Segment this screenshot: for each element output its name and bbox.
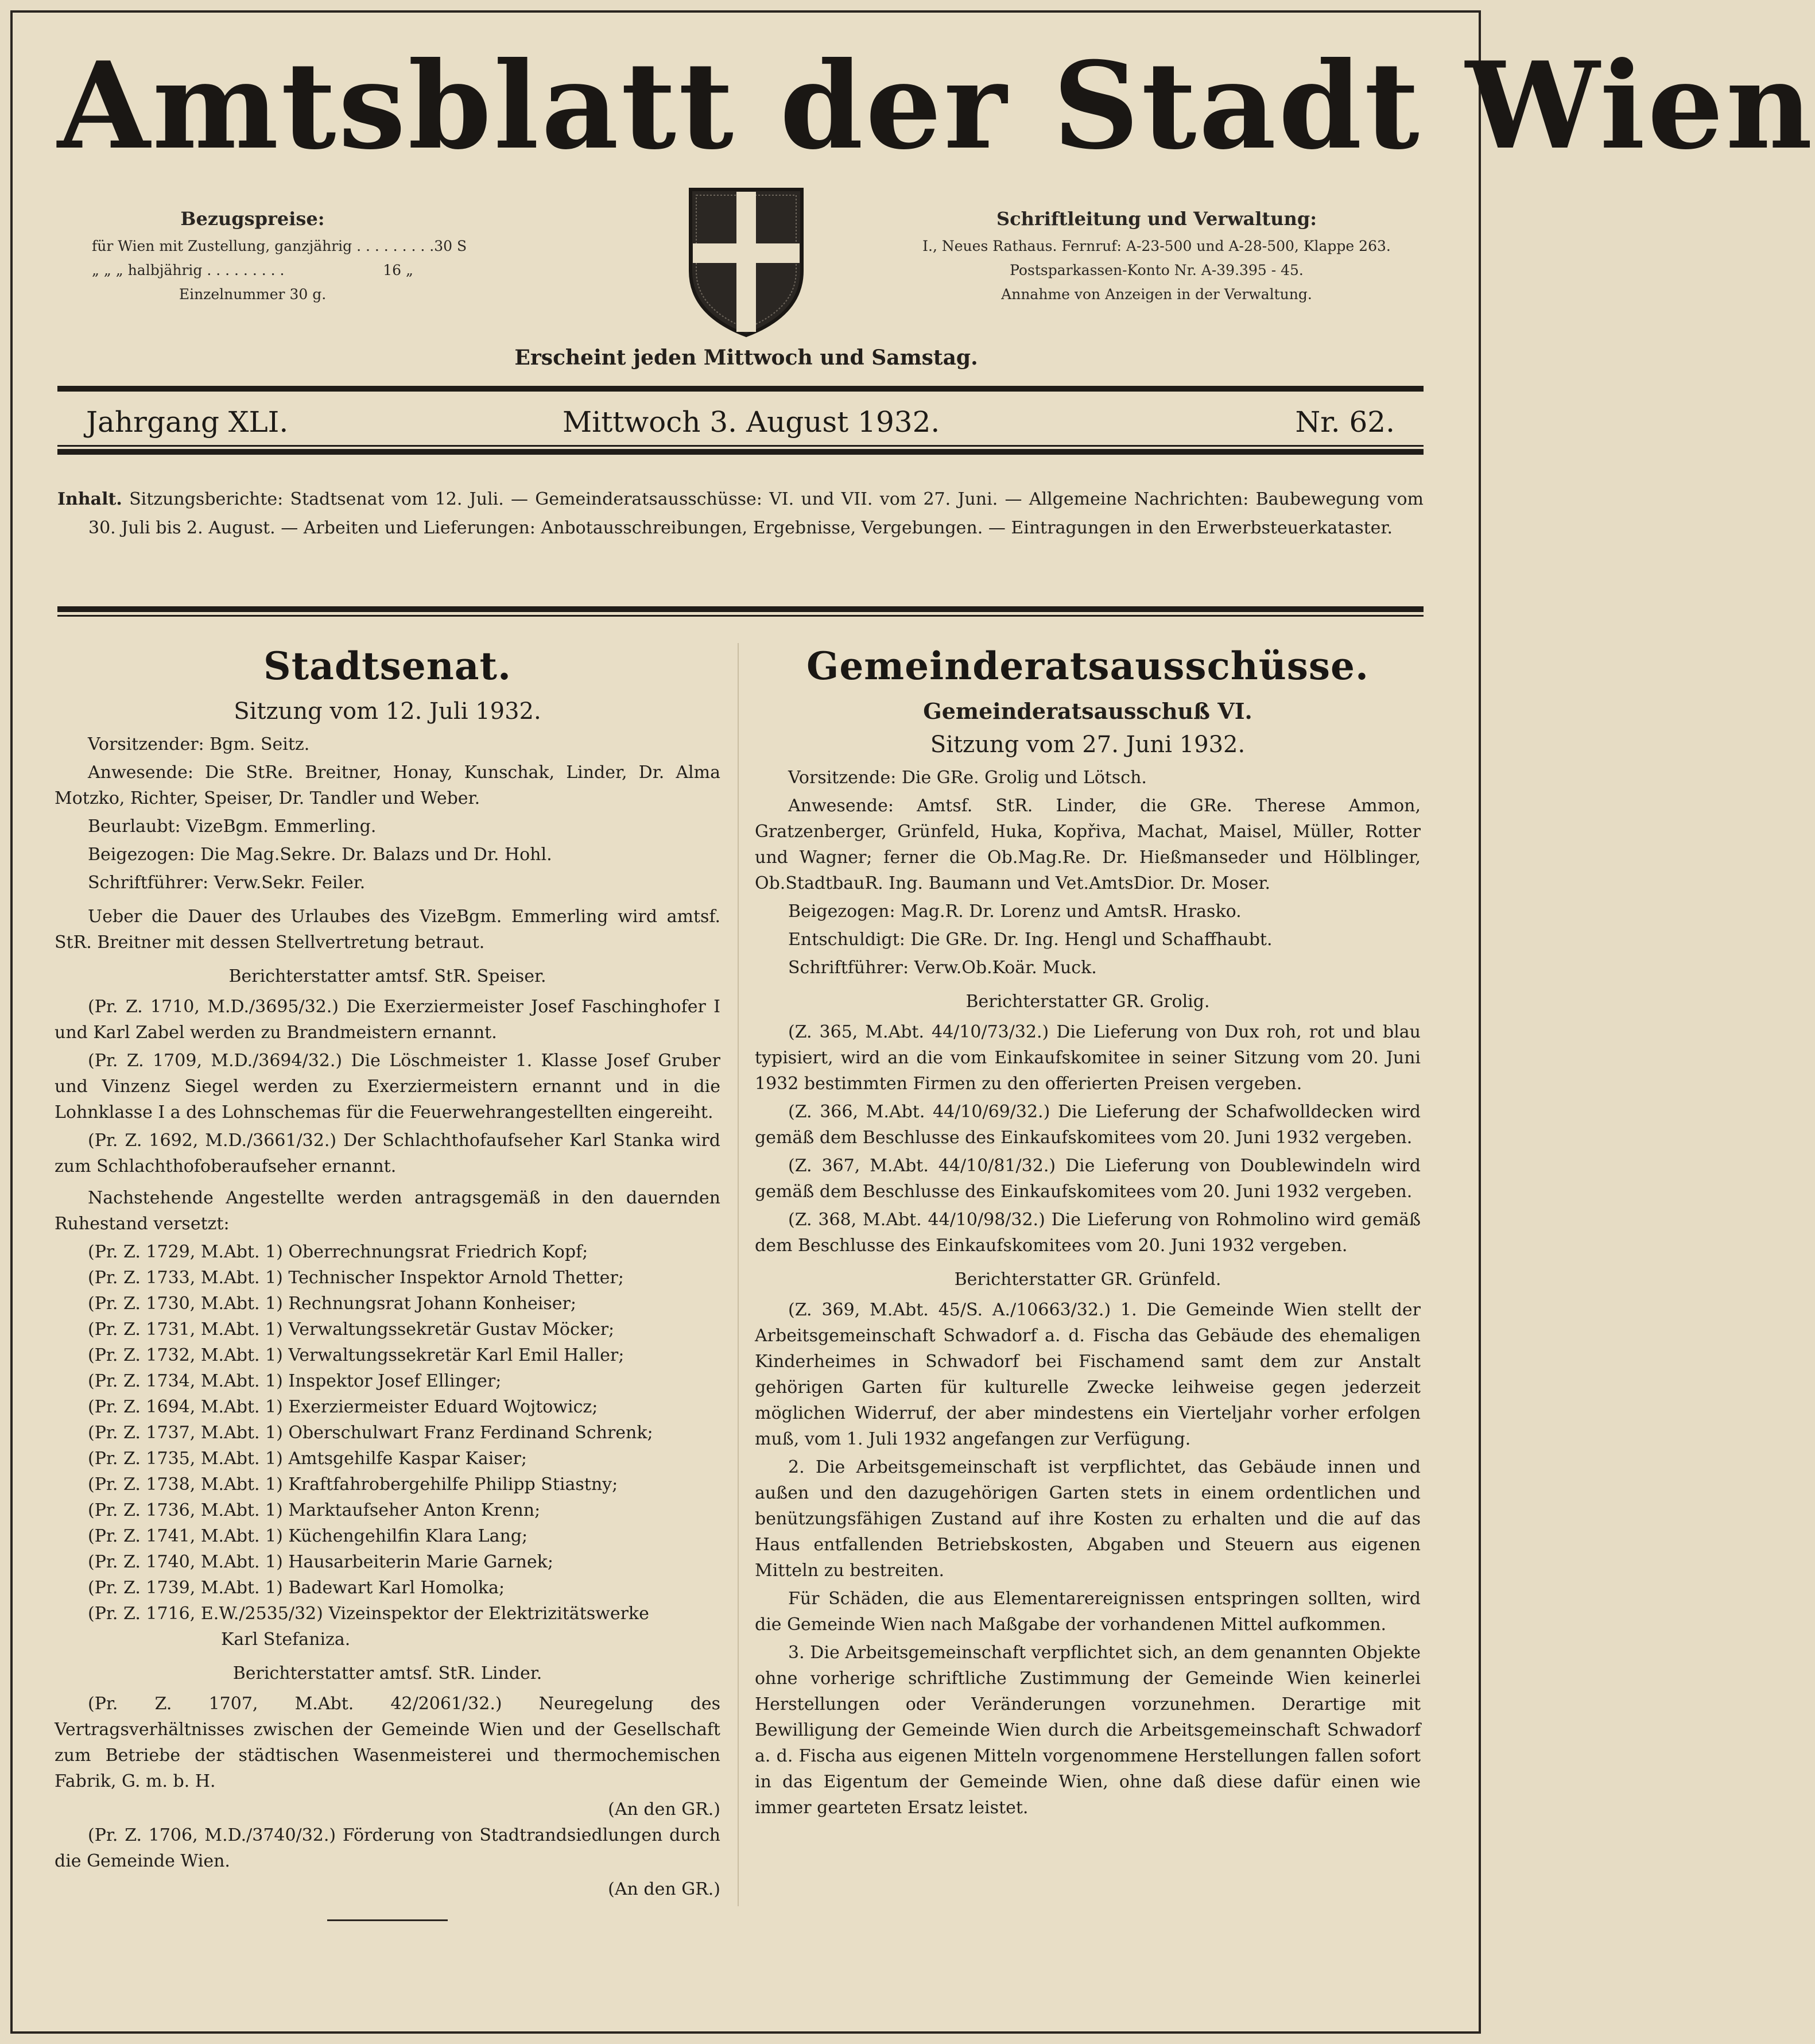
list-item: (Pr. Z. 1707, M.Abt. 42/2061/32.) Neuregelung des Vertragsverhältnisses zwischen der Gemeinde Wien und der Gesellschaft zum Betriebe der städtischen Wasenmeisterei und thermochemischen Fabrik, G. m. b. H. [55,1694,720,1791]
secretary: Schriftführer: Verw.Sekr. Feiler. [88,873,366,893]
list-item: (Pr. Z. 1710, M.D./3695/32.) Die Exerziermeister Josef Faschinghofer I und Karl Zabel werden zu Brandmeistern ernannt. [55,997,720,1043]
section-title: Stadtsenat. [263,644,511,688]
price-value: 30 S [434,238,467,254]
retiree-row: (Pr. Z. 1730, M.Abt. 1) Rechnungsrat Johann Konheiser; [88,1294,576,1314]
session-date: Sitzung vom 12. Juli 1932. [234,698,541,725]
header-rule-mid-thin [57,445,1424,447]
reporter-heading: Berichterstatter amtsf. StR. Speiser. [228,966,546,986]
header-rule-mid [57,449,1424,455]
excused: Entschuldigt: Die GRe. Dr. Ing. Hengl und Schaffhaubt. [788,930,1273,950]
retiree-row: (Pr. Z. 1738, M.Abt. 1) Kraftfahrobergehilfe Philipp Stiastny; [88,1474,618,1495]
vienna-coat-of-arms-icon [686,185,806,340]
list-item: (Z. 365, M.Abt. 44/10/73/32.) Die Lieferung von Dux roh, rot und blau typisiert, wird an die vom Einkaufskomitee in seiner Sitzung vom 20. Juni 1932 bestimmten Firmen zu den offerierten Preisen vergeben. [755,1022,1421,1094]
editorial-office [907,207,1406,307]
masthead-title: Amtsblatt der Stadt Wien [57,36,1815,176]
price-row-annual [92,234,467,258]
retiree-row: (Pr. Z. 1694, M.Abt. 1) Exerziermeister Eduard Wojtowicz; [88,1397,598,1417]
publication-schedule: Erscheint jeden Mittwoch und Samstag. [514,346,978,370]
editorial-address: I., Neues Rathaus. Fernruf: A-23-500 und A-28-500, Klappe 263. [922,238,1391,254]
editorial-account: Postsparkassen-Konto Nr. A-39.395 - 45. [1010,262,1304,278]
reporter-heading: Berichterstatter amtsf. StR. Linder. [232,1663,542,1683]
list-item: (Pr. Z. 1706, M.D./3740/32.) Förderung von Stadtrandsiedlungen durch die Gemeinde Wien. [55,1825,720,1871]
reporter-heading: Berichterstatter GR. Grünfeld. [954,1269,1221,1290]
issue-date: Mittwoch 3. August 1932. [563,405,940,439]
present: Anwesende: Die StRe. Breitner, Honay, Kunschak, Linder, Dr. Alma Motzko, Richter, Speiser, Dr. Tandler und Weber. [55,762,720,808]
on-leave: Beurlaubt: VizeBgm. Emmerling. [88,816,377,837]
retiree-row: (Pr. Z. 1741, M.Abt. 1) Küchengehilfin Klara Lang; [88,1526,528,1546]
price-row-half [92,258,413,282]
list-item: (Z. 369, M.Abt. 45/S. A./10663/32.) 1. Die Gemeinde Wien stellt der Arbeitsgemeinschaft Schwadorf a. d. Fischa das Gebäude des ehemaligen Kinderheimes in Schwadorf bei Fischamend samt dem zur Anstalt gehörigen Garten für kulturelle Zwecke leihweise gegen jederzeit möglichen Widerruf, der aber mindestens ein Vierteljahr vorher erfolgen muß, vom 1. Juli 1932 angefangen zur Verfügung. [755,1300,1421,1449]
issue-year: Jahrgang XLI. [86,405,289,439]
retiree-row: (Pr. Z. 1732, M.Abt. 1) Verwaltungssekretär Karl Emil Haller; [88,1345,625,1365]
retiree-row: (Pr. Z. 1716, E.W./2535/32) Vizeinspektor der Elektrizitätswerke [88,1604,649,1624]
contents-text: Sitzungsberichte: Stadtsenat vom 12. Juli. — Gemeinderatsausschüsse: VI. und VII. vom 27. Juni. — Allgemeine Nachrichten: Baubewegung vom 30. Juli bis 2. August. — Arbeiten und Lieferungen: Anbotausschreibungen, Ergebnisse, Vergebungen. — Eintragungen in den Erwerbsteuerkataster. [88,489,1424,538]
price-label: „ „ „ halbjährig . . . . . . . . . [92,262,285,278]
right-column [755,637,1421,1823]
referral-note: (An den GR.) [608,1799,720,1820]
list-item: (Z. 367, M.Abt. 44/10/81/32.) Die Lieferung von Doublewindeln wird gemäß dem Beschlusse des Einkaufskomitees vom 20. Juni 1932 vergeben. [755,1156,1421,1202]
attendees: Beigezogen: Mag.R. Dr. Lorenz und AmtsR. Hrasko. [788,901,1242,922]
list-item: (Z. 366, M.Abt. 44/10/69/32.) Die Lieferung der Schafwolldecken wird gemäß dem Beschlusse des Einkaufskomitees vom 20. Juni 1932 vergeben. [755,1102,1421,1148]
retiree-row: (Pr. Z. 1736, M.Abt. 1) Marktaufseher Anton Krenn; [88,1500,541,1520]
list-item: Für Schäden, die aus Elementarereignissen entspringen sollten, wird die Gemeinde Wien nach Maßgabe der vorhandenen Mittel aufkommen. [755,1589,1421,1635]
chair: Vorsitzender: Bgm. Seitz. [88,734,310,754]
committee-heading: Gemeinderatsausschuß VI. [923,698,1252,724]
retiree-row: (Pr. Z. 1737, M.Abt. 1) Oberschulwart Franz Ferdinand Schrenk; [88,1423,653,1443]
header-rule-top [57,386,1424,392]
table-of-contents [57,485,1424,543]
editorial-ads: Annahme von Anzeigen in der Verwaltung. [1001,286,1312,303]
left-column [55,637,720,1921]
section-title: Gemeinderatsausschüsse. [806,644,1370,688]
retiree-row: (Pr. Z. 1735, M.Abt. 1) Amtsgehilfe Kaspar Kaiser; [88,1449,527,1469]
chair: Vorsitzende: Die GRe. Grolig und Lötsch. [788,768,1147,788]
price-value: 16 „ [383,262,413,278]
retiree-row: (Pr. Z. 1731, M.Abt. 1) Verwaltungssekretär Gustav Möcker; [88,1319,615,1340]
subscription-prices [92,207,467,307]
retiree-row: (Pr. Z. 1740, M.Abt. 1) Hausarbeiterin Marie Garnek; [88,1552,553,1572]
session-date: Sitzung vom 27. Juni 1932. [930,731,1246,758]
list-item: Nachstehende Angestellte werden antragsgemäß in den dauernden Ruhestand versetzt: [55,1188,720,1234]
editorial-heading: Schriftleitung und Verwaltung: [996,208,1317,230]
reporter-heading: Berichterstatter GR. Grolig. [965,992,1210,1012]
retiree-row: (Pr. Z. 1729, M.Abt. 1) Oberrechnungsrat Friedrich Kopf; [88,1242,588,1262]
list-item: 2. Die Arbeitsgemeinschaft ist verpflichtet, das Gebäude innen und außen und den dazugehörigen Garten stets in einem ordentlichen und benützungsfähigen Zustand auf ihre Kosten zu erhalten und die auf das Haus entfallenden Betriebskosten, Abgaben und Steuern aus eigenen Mitteln zu bestreiten. [755,1457,1421,1581]
present: Anwesende: Amtsf. StR. Linder, die GRe. Therese Ammon, Gratzenberger, Grünfeld, Huka, Kopřiva, Machat, Maisel, Müller, Rotter und Wagner; ferner die Ob.Mag.Re. Dr. Hießmanseder und Hölblinger, Ob.StadtbauR. Ing. Baumann und Vet.AmtsDior. Dr. Moser. [755,796,1421,893]
contents-label: Inhalt. [57,489,122,509]
end-rule [327,1919,448,1921]
list-item: (Pr. Z. 1709, M.D./3694/32.) Die Löschmeister 1. Klasse Josef Gruber und Vinzenz Siegel werden zu Exerziermeistern ernannt und in die Lohnklasse I a des Lohnschemas für die Feuerwehrangestellten eingereiht. [55,1051,720,1122]
retiree-row: (Pr. Z. 1739, M.Abt. 1) Badewart Karl Homolka; [88,1578,505,1598]
retiree-row-cont: Karl Stefaniza. [221,1629,351,1650]
attendees: Beigezogen: Die Mag.Sekre. Dr. Balazs und Dr. Hohl. [88,845,552,865]
issue-line [86,402,1395,442]
deputy-note: Ueber die Dauer des Urlaubes des VizeBgm. Emmerling wird amtsf. StR. Breitner mit dessen Stellvertretung betraut. [55,907,720,953]
secretary: Schriftführer: Verw.Ob.Koär. Muck. [788,958,1097,978]
single-issue-price: Einzelnummer 30 g. [179,286,327,303]
retiree-row: (Pr. Z. 1734, M.Abt. 1) Inspektor Josef Ellinger; [88,1371,502,1391]
list-item: (Pr. Z. 1692, M.D./3661/32.) Der Schlachthofaufseher Karl Stanka wird zum Schlachthofoberaufseher ernannt. [55,1131,720,1176]
column-divider [738,643,739,1906]
referral-note: (An den GR.) [608,1879,720,1899]
list-item: (Z. 368, M.Abt. 44/10/98/32.) Die Lieferung von Rohmolino wird gemäß dem Beschlusse des Einkaufskomitees vom 20. Juni 1932 vergeben. [755,1210,1421,1256]
list-item: 3. Die Arbeitsgemeinschaft verpflichtet sich, an dem genannten Objekte ohne vorherige schriftliche Zustimmung der Gemeinde Wien keinerlei Herstellungen oder Veränderungen vorzunehmen. Derartige mit Bewilligung der Gemeinde Wien durch die Arbeitsgemeinschaft Schwadorf a. d. Fischa aus eigenen Mitteln vorgenommene Herstellungen fallen sofort in das Eigentum der Gemeinde Wien, ohne daß diese dafür einen wie immer gearteten Ersatz leistet. [755,1643,1421,1818]
contents-rule [57,606,1424,612]
prices-heading: Bezugspreise: [180,208,325,230]
issue-number: Nr. 62. [1295,405,1395,439]
contents-rule-thin [57,615,1424,617]
price-label: für Wien mit Zustellung, ganzjährig . . . . . . . . . [92,238,435,254]
retiree-row: (Pr. Z. 1733, M.Abt. 1) Technischer Inspektor Arnold Thetter; [88,1268,624,1288]
